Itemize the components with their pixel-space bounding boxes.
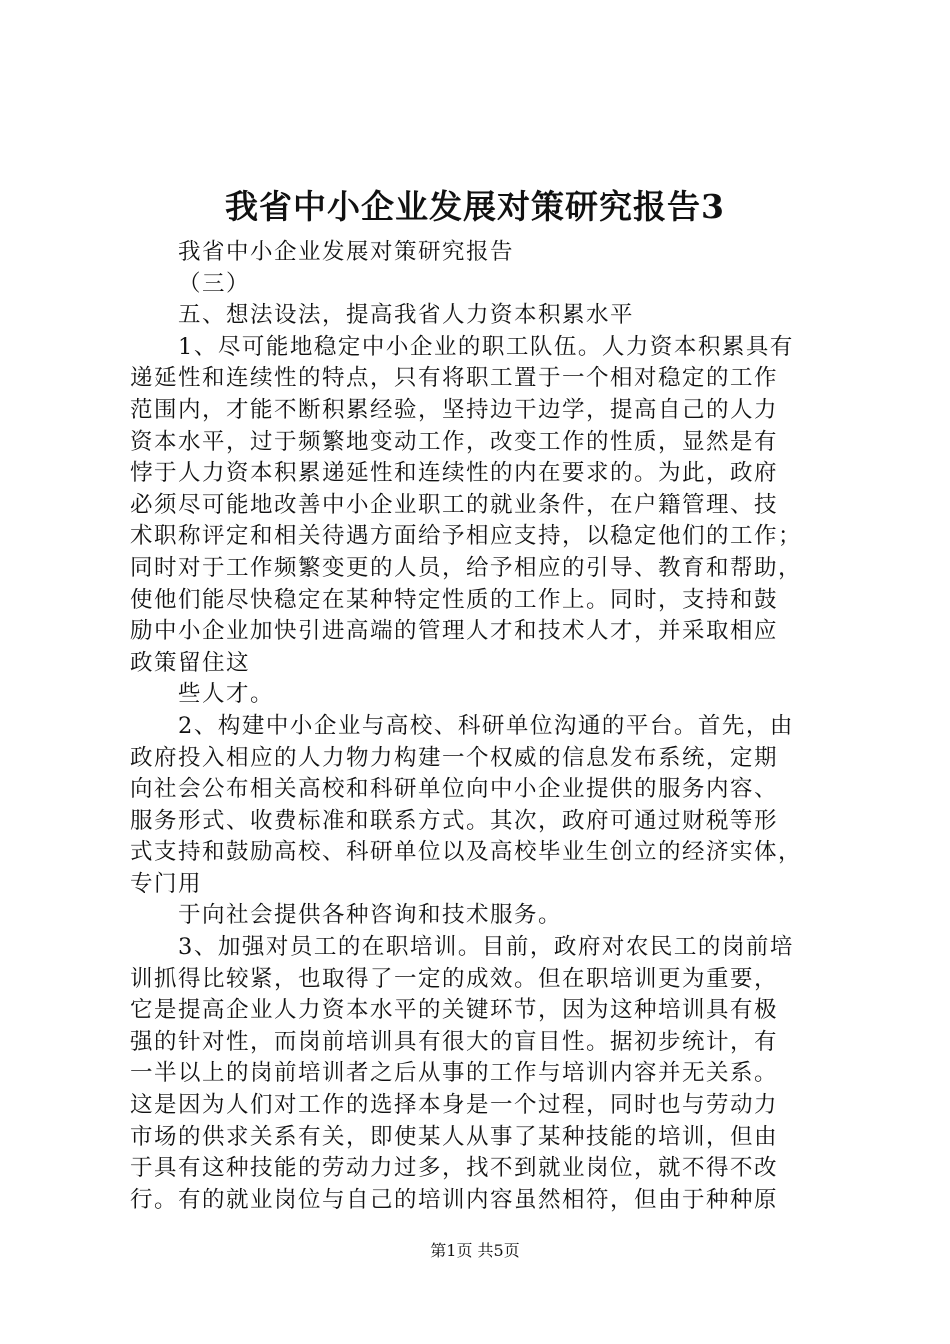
text-line: 我省中小企业发展对策研究报告 [178,239,515,265]
text-line: 这是因为人们对工作的选择本身是一个过程，同时也与劳动力 [130,1092,779,1119]
text-line: 一半以上的岗前培训者之后从事的工作与培训内容并无关系。 [130,1060,779,1087]
text-line: 训抓得比较紧，也取得了一定的成效。但在职培训更为重要， [130,965,779,992]
text-line: 同时对于工作频繁变更的人员，给予相应的引导、教育和帮助， [130,554,803,581]
text-line: 五、想法设法，提高我省人力资本积累水平 [178,302,635,329]
text-line: 励中小企业加快引进高端的管理人才和技术人才，并采取相应 [130,618,779,645]
text-line: 3、加强对员工的在职培训。目前，政府对农民工的岗前培 [178,934,794,961]
text-line: 式支持和鼓励高校、科研单位以及高校毕业生创立的经济实体， [130,839,803,866]
text-line: 政府投入相应的人力物力构建一个权威的信息发布系统，定期 [130,744,779,771]
document-body [130,237,830,1216]
text-line: 它是提高企业人力资本水平的关键环节，因为这种培训具有极 [130,997,779,1024]
text-line: 市场的供求关系有关，即使某人从事了某种技能的培训，但由 [130,1123,779,1150]
text-line: 悖于人力资本积累递延性和连续性的内在要求的。为此，政府 [130,460,779,487]
page-footer: 第1页 共5页 [430,1241,520,1260]
text-line: 服务形式、收费标准和联系方式。其次，政府可通过财税等形 [130,807,779,834]
text-line: 递延性和连续性的特点，只有将职工置于一个相对稳定的工作 [130,365,779,392]
text-line: 1、尽可能地稳定中小企业的职工队伍。人力资本积累具有 [178,333,794,360]
text-line: 些人才。 [178,681,275,708]
text-line: 资本水平，过于频繁地变动工作，改变工作的性质，显然是有 [130,428,779,455]
text-line: 行。有的就业岗位与自己的培训内容虽然相符，但由于种种原 [130,1186,779,1213]
text-line: 范围内，才能不断积累经验，坚持边干边学，提高自己的人力 [130,396,779,423]
text-line: 使他们能尽快稳定在某种特定性质的工作上。同时，支持和鼓 [130,586,779,613]
text-line: 于向社会提供各种咨询和技术服务。 [178,902,563,929]
document-title: 我省中小企业发展对策研究报告3 [225,187,725,226]
text-line: （三） [178,270,251,297]
text-line: 政策留住这 [130,649,251,676]
text-line: 向社会公布相关高校和科研单位向中小企业提供的服务内容、 [130,776,779,803]
text-line: 强的针对性，而岗前培训具有很大的盲目性。据初步统计，有 [130,1028,779,1055]
text-line: 术职称评定和相关待遇方面给予相应支持，以稳定他们的工作； [130,523,803,550]
text-line: 专门用 [130,870,203,897]
text-line: 必须尽可能地改善中小企业职工的就业条件，在户籍管理、技 [130,491,779,518]
text-line: 2、构建中小企业与高校、科研单位沟通的平台。首先，由 [178,712,794,739]
text-line: 于具有这种技能的劳动力过多，找不到就业岗位，就不得不改 [130,1155,779,1182]
